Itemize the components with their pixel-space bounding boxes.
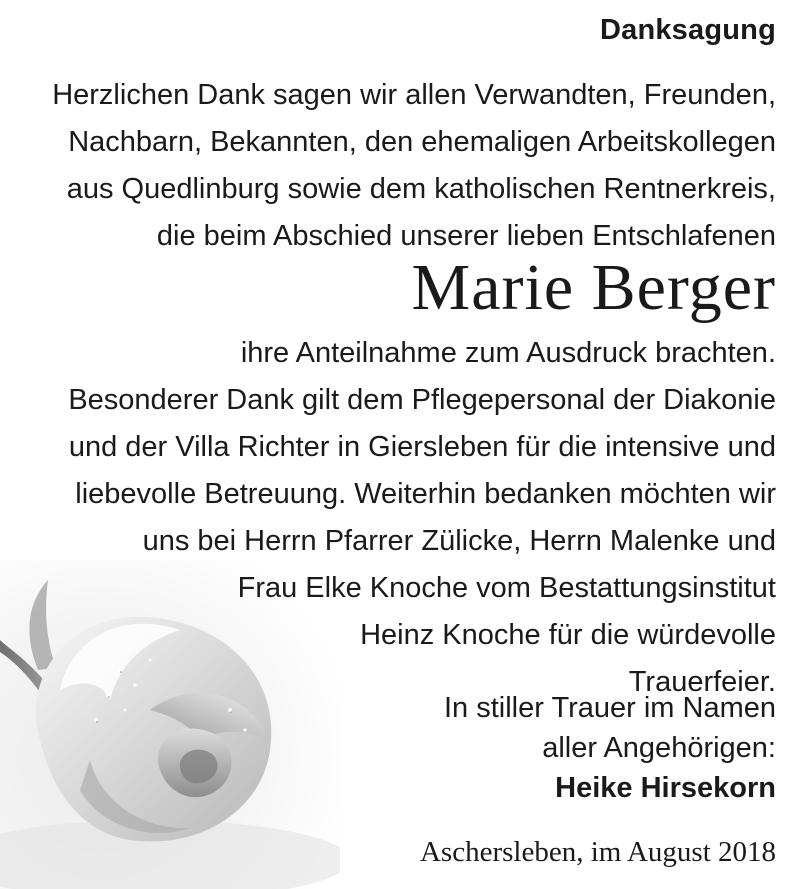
body-paragraph [68, 330, 776, 706]
body-line: Frau Elke Knoche vom Bestattungsinstitut [237, 572, 776, 604]
body-line: Heinz Knoche für die würdevolle [360, 619, 776, 651]
signoff-line: In stiller Trauer im Namen [444, 692, 776, 724]
deceased-name: Marie Berger [411, 251, 776, 324]
body-line: liebevolle Betreuung. Weiterhin bedanken möchten wir [75, 478, 776, 510]
body-line: ihre Anteilnahme zum Ausdruck brachten. [240, 337, 776, 369]
signoff-block [444, 688, 776, 808]
signer-name: Heike Hirsekorn [555, 772, 776, 804]
intro-paragraph [52, 72, 776, 260]
body-line: uns bei Herrn Pfarrer Zülicke, Herrn Malenke und [142, 525, 776, 557]
body-line: und der Villa Richter in Giersleben für die intensive und [68, 431, 776, 463]
intro-line: Nachbarn, Bekannten, den ehemaligen Arbeitskollegen [68, 126, 776, 158]
intro-line: die beim Abschied unserer lieben Entschlafenen [156, 220, 776, 252]
intro-line: aus Quedlinburg sowie dem katholischen Rentnerkreis, [66, 173, 776, 205]
intro-line: Herzlichen Dank sagen wir allen Verwandten, Freunden, [52, 79, 776, 111]
place-date: Aschersleben, im August 2018 [419, 836, 776, 868]
signoff-line: aller Angehörigen: [542, 732, 776, 764]
body-line: Besonderer Dank gilt dem Pflegepersonal der Diakonie [68, 384, 776, 416]
body-line: Trauerfeier. [628, 666, 776, 698]
notice-heading: Danksagung [599, 14, 776, 46]
